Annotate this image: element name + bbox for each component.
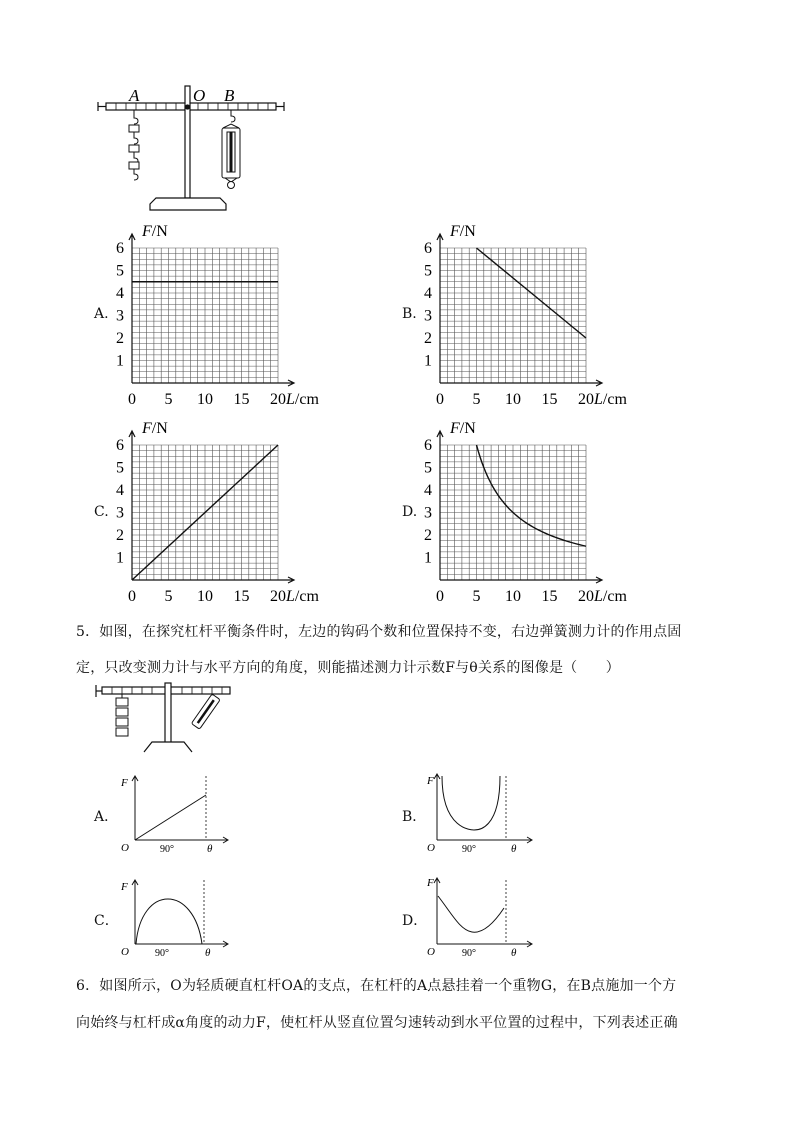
x-tick-label: 0 bbox=[436, 391, 444, 408]
x-axis bbox=[440, 577, 602, 583]
x-tick-label: 0 bbox=[128, 391, 136, 408]
y-tick-label: 3 bbox=[116, 307, 124, 325]
x-tick-label: 10 bbox=[197, 391, 213, 408]
x-tick-label: 0 bbox=[436, 588, 444, 605]
q5-a-origin: O bbox=[121, 842, 129, 854]
x-tick-label: 5 bbox=[164, 588, 173, 605]
x-tick-label: 15 bbox=[541, 588, 558, 605]
q4-option-b-label: B. bbox=[402, 306, 417, 322]
q5-option-b-label: B． bbox=[402, 809, 427, 825]
y-tick-label: 5 bbox=[424, 262, 432, 280]
y-tick-label: 1 bbox=[116, 352, 124, 370]
label-o: O bbox=[193, 86, 206, 105]
y-tick-label: 2 bbox=[424, 527, 432, 544]
y-tick-label: 1 bbox=[424, 352, 432, 370]
q5-c-ylabel: F bbox=[121, 881, 128, 893]
x-axis bbox=[132, 577, 294, 583]
q5-graph-c bbox=[116, 874, 236, 964]
q4-graph-d bbox=[418, 415, 638, 605]
q5-graph-d bbox=[422, 874, 542, 964]
y-tick-label: 1 bbox=[116, 549, 124, 567]
y-tick-label: 3 bbox=[424, 307, 432, 325]
x-axis-label: L/cm bbox=[594, 588, 627, 605]
x-tick-label: 5 bbox=[472, 588, 481, 605]
q5-a-tick: 90° bbox=[160, 844, 174, 855]
x-tick-label: 20 bbox=[270, 588, 286, 605]
y-tick-label: 2 bbox=[424, 330, 432, 347]
label-b: B bbox=[224, 86, 235, 105]
q5-curve-b bbox=[442, 776, 500, 830]
q5-b-xlabel: θ bbox=[511, 843, 517, 855]
y-tick-label: 3 bbox=[424, 504, 432, 522]
y-tick-label: 6 bbox=[116, 437, 124, 454]
label-a: A bbox=[129, 86, 140, 105]
q5-curve-c bbox=[136, 899, 202, 944]
x-tick-label: 10 bbox=[197, 588, 213, 605]
y-tick-label: 4 bbox=[424, 482, 432, 499]
q6-text-line1: 6．如图所示，O为轻质硬直杠杆OA的支点，在杠杆的A点悬挂着一个重物G，在B点施加一个方 bbox=[76, 978, 677, 994]
x-axis bbox=[132, 380, 294, 386]
lever-apparatus-figure bbox=[96, 80, 286, 215]
x-tick-label: 5 bbox=[472, 391, 481, 408]
x-tick-label: 15 bbox=[541, 391, 558, 408]
q5-c-tick: 90° bbox=[155, 948, 169, 959]
q5-curve-a bbox=[135, 795, 206, 840]
q5-d-xlabel: θ bbox=[511, 947, 517, 959]
q5-c-origin: O bbox=[121, 946, 129, 958]
x-tick-label: 0 bbox=[128, 588, 136, 605]
y-axis-label: F/N bbox=[450, 223, 476, 240]
q5-a-xlabel: θ bbox=[207, 843, 213, 855]
y-tick-label: 6 bbox=[116, 240, 124, 257]
y-tick-label: 3 bbox=[116, 504, 124, 522]
q5-graph-a bbox=[116, 770, 236, 860]
q5-text-line1: 5．如图，在探究杠杆平衡条件时，左边的钩码个数和位置保持不变，右边弹簧测力计的作用点固 bbox=[76, 624, 682, 640]
apparatus-labels bbox=[128, 86, 235, 105]
y-tick-label: 4 bbox=[116, 482, 124, 499]
q5-d-origin: O bbox=[427, 946, 435, 958]
x-tick-label: 15 bbox=[233, 588, 250, 605]
q5-b-tick: 90° bbox=[462, 844, 476, 855]
x-tick-label: 10 bbox=[505, 588, 521, 605]
y-tick-label: 4 bbox=[424, 285, 432, 302]
q5-b-origin: O bbox=[427, 842, 435, 854]
q4-graph-c bbox=[110, 415, 330, 605]
y-tick-label: 2 bbox=[116, 330, 124, 347]
x-tick-label: 5 bbox=[164, 391, 173, 408]
y-tick-label: 4 bbox=[116, 285, 124, 302]
x-tick-label: 20 bbox=[578, 588, 594, 605]
q5-option-c-label: C． bbox=[94, 913, 119, 929]
y-tick-label: 6 bbox=[424, 240, 432, 257]
x-tick-label: 10 bbox=[505, 391, 521, 408]
x-tick-label: 15 bbox=[233, 391, 250, 408]
x-axis-label: L/cm bbox=[286, 588, 319, 605]
x-axis-label: L/cm bbox=[594, 391, 627, 408]
y-tick-label: 5 bbox=[116, 459, 124, 477]
y-tick-label: 1 bbox=[424, 549, 432, 567]
y-axis-label: F/N bbox=[142, 223, 168, 240]
x-axis bbox=[440, 380, 602, 386]
y-tick-label: 5 bbox=[116, 262, 124, 280]
q5-d-tick: 90° bbox=[462, 948, 476, 959]
y-tick-label: 2 bbox=[116, 527, 124, 544]
q5-d-ylabel: F bbox=[427, 877, 434, 889]
q5-option-a-label: A． bbox=[94, 809, 119, 825]
q4-option-a-label: A. bbox=[94, 306, 109, 322]
q4-option-d-label: D. bbox=[402, 504, 418, 520]
q4-option-c-label: C. bbox=[94, 504, 109, 520]
q4-graph-b bbox=[418, 218, 638, 408]
x-axis-label: L/cm bbox=[286, 391, 319, 408]
y-axis-label: F/N bbox=[450, 420, 476, 437]
q5-graph-b bbox=[422, 770, 542, 860]
q5-c-xlabel: θ bbox=[205, 947, 211, 959]
y-tick-label: 6 bbox=[424, 437, 432, 454]
q6-text-line2: 向始终与杠杆成α角度的动力F，使杠杆从竖直位置匀速转动到水平位置的过程中，下列表述正确 bbox=[76, 1015, 678, 1031]
x-tick-label: 20 bbox=[270, 391, 286, 408]
grid-a bbox=[132, 248, 278, 383]
q5-option-d-label: D． bbox=[402, 913, 428, 929]
q5-lever-apparatus-figure bbox=[92, 682, 242, 762]
q5-curve-d bbox=[438, 896, 504, 932]
y-axis-label: F/N bbox=[142, 420, 168, 437]
q5-b-ylabel: F bbox=[427, 775, 434, 787]
q5-a-ylabel: F bbox=[121, 777, 128, 789]
x-tick-label: 20 bbox=[578, 391, 594, 408]
q4-graph-a bbox=[110, 218, 330, 408]
q5-text-line2: 定，只改变测力计与水平方向的角度，则能描述测力计示数F与θ关系的图像是（ ） bbox=[76, 660, 620, 676]
y-tick-label: 5 bbox=[424, 459, 432, 477]
grid-b bbox=[440, 248, 586, 383]
